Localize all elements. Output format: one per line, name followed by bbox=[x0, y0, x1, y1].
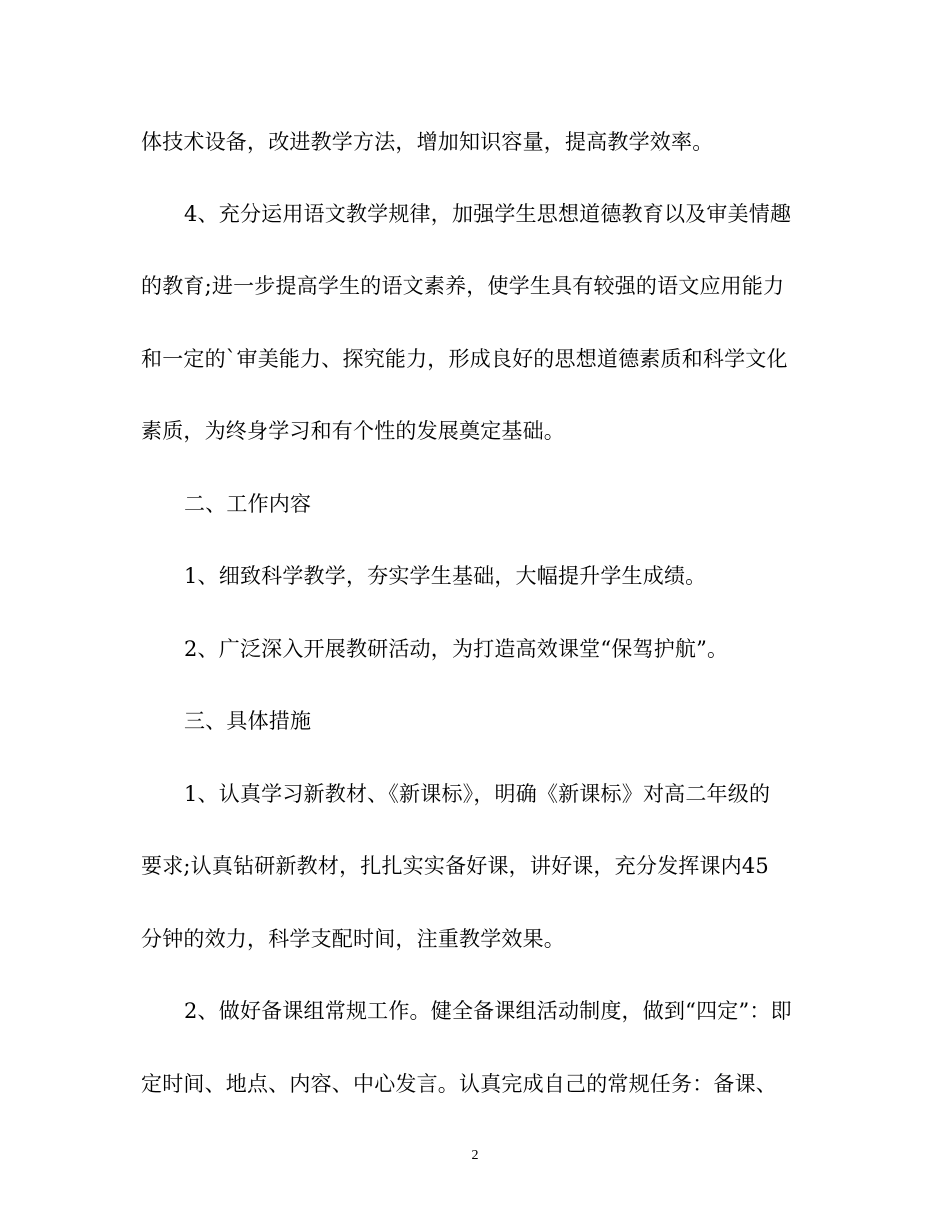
text-line-4: 和一定的`审美能力、探究能力，形成良好的思想道德素质和科学文化 bbox=[141, 347, 788, 371]
page-number: 2 bbox=[471, 1148, 479, 1163]
text-line-10: 1、认真学习新教材、《新课标》，明确《新课标》对高二年级的 bbox=[184, 782, 771, 806]
text-line-7: 1、细致科学教学，夯实学生基础，大幅提升学生成绩。 bbox=[184, 564, 707, 588]
section-heading-work-content: 二、工作内容 bbox=[184, 492, 312, 516]
text-line-3: 的教育;进一步提高学生的语文素养，使学生具有较强的语文应用能力 bbox=[141, 274, 785, 298]
text-line-12: 分钟的效力，科学支配时间，注重教学效果。 bbox=[141, 927, 565, 951]
text-line-14: 定时间、地点、内容、中心发言。认真完成自己的常规任务：备课、 bbox=[141, 1072, 777, 1096]
text-line-13: 2、做好备课组常规工作。健全备课组活动制度，做到“四定”：即 bbox=[184, 999, 792, 1023]
text-line-1: 体技术设备，改进教学方法，增加知识容量，提高教学效率。 bbox=[141, 130, 714, 154]
text-line-5: 素质，为终身学习和有个性的发展奠定基础。 bbox=[141, 419, 565, 443]
section-heading-measures: 三、具体措施 bbox=[184, 709, 312, 733]
text-line-11: 要求;认真钻研新教材，扎扎实实备好课，讲好课，充分发挥课内45 bbox=[141, 854, 769, 878]
text-line-8: 2、广泛深入开展教研活动，为打造高效课堂“保驾护航”。 bbox=[184, 637, 729, 661]
text-line-2: 4、充分运用语文教学规律，加强学生思想道德教育以及审美情趣 bbox=[184, 202, 792, 226]
